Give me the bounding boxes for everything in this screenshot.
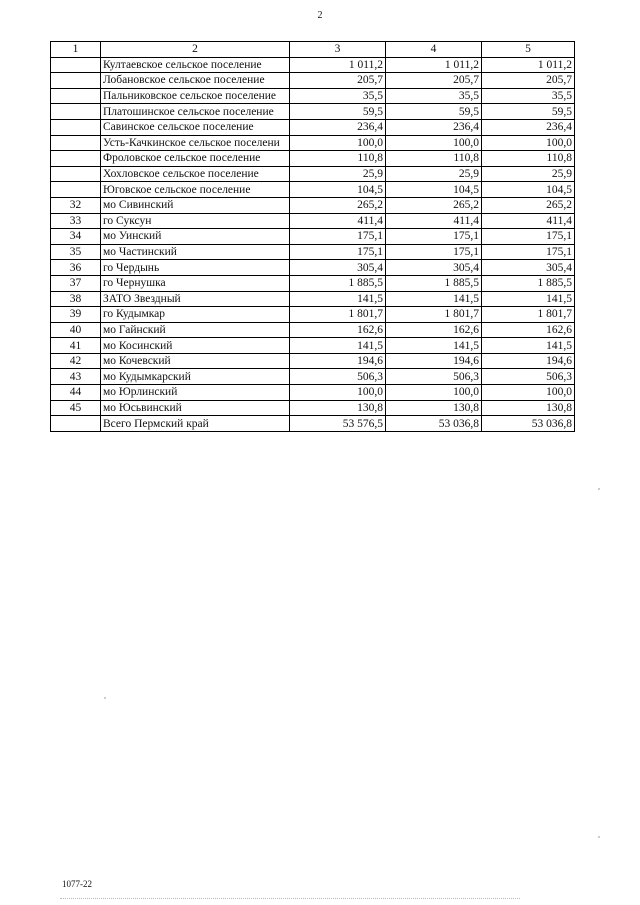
table-row bbox=[51, 135, 575, 151]
value-col4-cell: 104,5 bbox=[386, 182, 482, 198]
row-number-cell bbox=[51, 119, 101, 135]
value-col3-cell: 110,8 bbox=[290, 151, 386, 167]
column-header-1: 1 bbox=[51, 42, 101, 58]
row-number-cell bbox=[51, 73, 101, 89]
value-col5-cell: 265,2 bbox=[482, 197, 575, 213]
municipality-name-cell: Фроловское сельское поселение bbox=[101, 151, 290, 167]
value-col5-cell: 175,1 bbox=[482, 229, 575, 245]
value-col3-cell: 1 801,7 bbox=[290, 307, 386, 323]
table-row bbox=[51, 322, 575, 338]
value-col3-cell: 104,5 bbox=[290, 182, 386, 198]
municipality-name-cell: мо Юрлинский bbox=[101, 385, 290, 401]
value-col3-cell: 141,5 bbox=[290, 338, 386, 354]
table-row bbox=[51, 88, 575, 104]
value-col4-cell: 205,7 bbox=[386, 73, 482, 89]
row-number-cell bbox=[51, 57, 101, 73]
row-number-cell: 42 bbox=[51, 353, 101, 369]
municipality-name-cell: Лобановское сельское поселение bbox=[101, 73, 290, 89]
value-col4-cell: 110,8 bbox=[386, 151, 482, 167]
table-row bbox=[51, 338, 575, 354]
municipality-name-cell: Усть-Качкинское сельское поселени bbox=[101, 135, 290, 151]
scan-speck bbox=[598, 836, 600, 838]
municipality-name-cell: го Чернушка bbox=[101, 275, 290, 291]
column-header-2: 2 bbox=[101, 42, 290, 58]
municipality-name-cell: мо Частинский bbox=[101, 244, 290, 260]
table-row bbox=[51, 244, 575, 260]
value-col3-cell: 162,6 bbox=[290, 322, 386, 338]
value-col4-cell: 305,4 bbox=[386, 260, 482, 276]
value-col5-cell: 100,0 bbox=[482, 135, 575, 151]
value-col3-cell: 25,9 bbox=[290, 166, 386, 182]
value-col5-cell: 100,0 bbox=[482, 385, 575, 401]
value-col4-cell: 141,5 bbox=[386, 338, 482, 354]
row-number-cell: 35 bbox=[51, 244, 101, 260]
value-col5-cell: 1 801,7 bbox=[482, 307, 575, 323]
municipality-name-cell: мо Косинский bbox=[101, 338, 290, 354]
value-col5-cell: 162,6 bbox=[482, 322, 575, 338]
row-number-cell bbox=[51, 416, 101, 432]
value-col5-cell: 141,5 bbox=[482, 291, 575, 307]
value-col4-cell: 130,8 bbox=[386, 400, 482, 416]
row-number-cell: 41 bbox=[51, 338, 101, 354]
value-col5-cell: 1 885,5 bbox=[482, 275, 575, 291]
municipality-name-cell: го Чердынь bbox=[101, 260, 290, 276]
value-col4-cell: 53 036,8 bbox=[386, 416, 482, 432]
municipality-name-cell: Култаевское сельское поселение bbox=[101, 57, 290, 73]
page-number: 2 bbox=[317, 10, 323, 21]
value-col4-cell: 236,4 bbox=[386, 119, 482, 135]
table-row bbox=[51, 416, 575, 432]
scan-bottom-rule bbox=[60, 898, 520, 899]
value-col4-cell: 175,1 bbox=[386, 229, 482, 245]
value-col5-cell: 175,1 bbox=[482, 244, 575, 260]
municipality-name-cell: мо Уинский bbox=[101, 229, 290, 245]
value-col3-cell: 305,4 bbox=[290, 260, 386, 276]
table-row bbox=[51, 385, 575, 401]
value-col5-cell: 141,5 bbox=[482, 338, 575, 354]
value-col5-cell: 130,8 bbox=[482, 400, 575, 416]
value-col3-cell: 175,1 bbox=[290, 244, 386, 260]
row-number-cell: 45 bbox=[51, 400, 101, 416]
value-col3-cell: 130,8 bbox=[290, 400, 386, 416]
value-col5-cell: 1 011,2 bbox=[482, 57, 575, 73]
municipality-name-cell: ЗАТО Звездный bbox=[101, 291, 290, 307]
value-col5-cell: 53 036,8 bbox=[482, 416, 575, 432]
value-col5-cell: 506,3 bbox=[482, 369, 575, 385]
value-col5-cell: 110,8 bbox=[482, 151, 575, 167]
municipality-name-cell: мо Сивинский bbox=[101, 197, 290, 213]
value-col3-cell: 53 576,5 bbox=[290, 416, 386, 432]
row-number-cell bbox=[51, 88, 101, 104]
municipality-name-cell: Платошинское сельское поселение bbox=[101, 104, 290, 120]
value-col3-cell: 194,6 bbox=[290, 353, 386, 369]
value-col5-cell: 236,4 bbox=[482, 119, 575, 135]
value-col3-cell: 1 011,2 bbox=[290, 57, 386, 73]
table-row bbox=[51, 197, 575, 213]
column-header-4: 4 bbox=[386, 42, 482, 58]
value-col4-cell: 506,3 bbox=[386, 369, 482, 385]
scan-speck bbox=[598, 488, 600, 490]
table-row bbox=[51, 104, 575, 120]
value-col3-cell: 175,1 bbox=[290, 229, 386, 245]
table-row bbox=[51, 182, 575, 198]
table-row bbox=[51, 151, 575, 167]
municipality-name-cell: мо Гайнский bbox=[101, 322, 290, 338]
value-col4-cell: 175,1 bbox=[386, 244, 482, 260]
table-row bbox=[51, 400, 575, 416]
municipality-name-cell: Савинское сельское поселение bbox=[101, 119, 290, 135]
value-col4-cell: 1 011,2 bbox=[386, 57, 482, 73]
footer-document-code: 1077-22 bbox=[62, 879, 92, 889]
table-row bbox=[51, 229, 575, 245]
scan-speck bbox=[104, 697, 106, 699]
municipality-name-cell: Юговское сельское поселение bbox=[101, 182, 290, 198]
row-number-cell: 37 bbox=[51, 275, 101, 291]
column-header-5: 5 bbox=[482, 42, 575, 58]
table-row bbox=[51, 166, 575, 182]
value-col4-cell: 25,9 bbox=[386, 166, 482, 182]
value-col4-cell: 265,2 bbox=[386, 197, 482, 213]
table-body bbox=[51, 57, 575, 431]
value-col3-cell: 100,0 bbox=[290, 135, 386, 151]
budget-table bbox=[50, 41, 575, 432]
row-number-cell: 34 bbox=[51, 229, 101, 245]
municipality-name-cell: мо Кудымкарский bbox=[101, 369, 290, 385]
row-number-cell bbox=[51, 182, 101, 198]
row-number-cell: 38 bbox=[51, 291, 101, 307]
table-row bbox=[51, 213, 575, 229]
row-number-cell: 40 bbox=[51, 322, 101, 338]
row-number-cell: 32 bbox=[51, 197, 101, 213]
table-row bbox=[51, 57, 575, 73]
value-col3-cell: 59,5 bbox=[290, 104, 386, 120]
row-number-cell bbox=[51, 166, 101, 182]
row-number-cell: 39 bbox=[51, 307, 101, 323]
value-col3-cell: 1 885,5 bbox=[290, 275, 386, 291]
value-col3-cell: 265,2 bbox=[290, 197, 386, 213]
value-col3-cell: 35,5 bbox=[290, 88, 386, 104]
municipality-name-cell: Всего Пермский край bbox=[101, 416, 290, 432]
value-col3-cell: 100,0 bbox=[290, 385, 386, 401]
value-col3-cell: 506,3 bbox=[290, 369, 386, 385]
value-col4-cell: 100,0 bbox=[386, 135, 482, 151]
row-number-cell: 44 bbox=[51, 385, 101, 401]
value-col4-cell: 411,4 bbox=[386, 213, 482, 229]
row-number-cell: 43 bbox=[51, 369, 101, 385]
value-col4-cell: 35,5 bbox=[386, 88, 482, 104]
value-col5-cell: 205,7 bbox=[482, 73, 575, 89]
municipality-name-cell: Пальниковское сельское поселение bbox=[101, 88, 290, 104]
table-row bbox=[51, 275, 575, 291]
value-col5-cell: 104,5 bbox=[482, 182, 575, 198]
value-col5-cell: 25,9 bbox=[482, 166, 575, 182]
table-row bbox=[51, 353, 575, 369]
column-header-3: 3 bbox=[290, 42, 386, 58]
value-col3-cell: 411,4 bbox=[290, 213, 386, 229]
value-col4-cell: 100,0 bbox=[386, 385, 482, 401]
value-col3-cell: 141,5 bbox=[290, 291, 386, 307]
municipality-name-cell: мо Юсьвинский bbox=[101, 400, 290, 416]
row-number-cell bbox=[51, 151, 101, 167]
value-col3-cell: 205,7 bbox=[290, 73, 386, 89]
municipality-name-cell: Хохловское сельское поселение bbox=[101, 166, 290, 182]
table-row bbox=[51, 369, 575, 385]
municipality-name-cell: го Кудымкар bbox=[101, 307, 290, 323]
value-col4-cell: 162,6 bbox=[386, 322, 482, 338]
value-col4-cell: 141,5 bbox=[386, 291, 482, 307]
table-row bbox=[51, 260, 575, 276]
municipality-name-cell: го Суксун bbox=[101, 213, 290, 229]
row-number-cell: 36 bbox=[51, 260, 101, 276]
row-number-cell bbox=[51, 135, 101, 151]
table-row bbox=[51, 307, 575, 323]
value-col5-cell: 35,5 bbox=[482, 88, 575, 104]
value-col4-cell: 59,5 bbox=[386, 104, 482, 120]
table-row bbox=[51, 291, 575, 307]
row-number-cell: 33 bbox=[51, 213, 101, 229]
value-col4-cell: 194,6 bbox=[386, 353, 482, 369]
row-number-cell bbox=[51, 104, 101, 120]
value-col5-cell: 305,4 bbox=[482, 260, 575, 276]
value-col5-cell: 59,5 bbox=[482, 104, 575, 120]
table-row bbox=[51, 73, 575, 89]
value-col4-cell: 1 801,7 bbox=[386, 307, 482, 323]
value-col4-cell: 1 885,5 bbox=[386, 275, 482, 291]
table-row bbox=[51, 119, 575, 135]
table-header-row bbox=[51, 42, 575, 58]
value-col3-cell: 236,4 bbox=[290, 119, 386, 135]
value-col5-cell: 194,6 bbox=[482, 353, 575, 369]
value-col5-cell: 411,4 bbox=[482, 213, 575, 229]
municipality-name-cell: мо Кочевский bbox=[101, 353, 290, 369]
